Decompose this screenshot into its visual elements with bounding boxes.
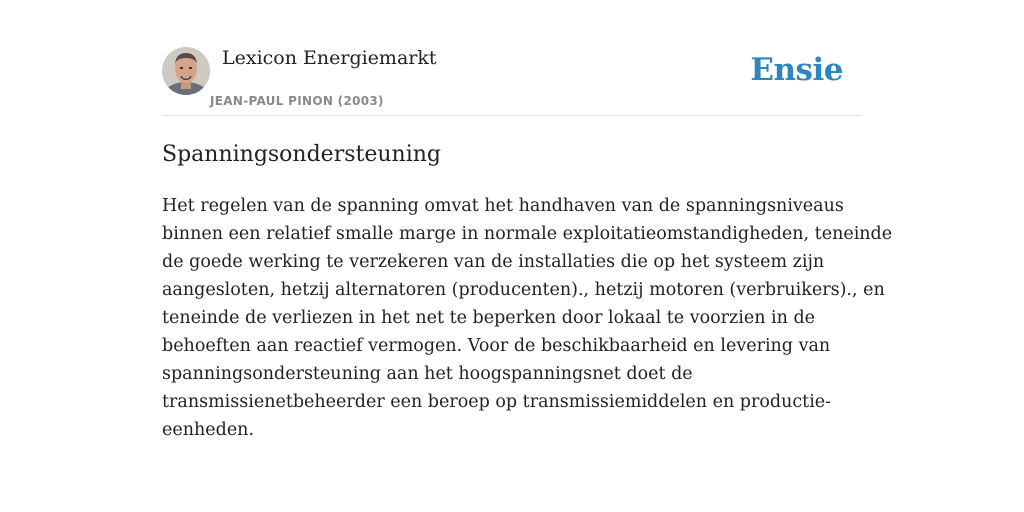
author-portrait-icon	[162, 47, 210, 95]
body-line: behoeften aan reactief vermogen. Voor de beschikbaarheid en levering van	[162, 336, 831, 356]
body-line: aangesloten, hetzij alternatoren (producenten)., hetzij motoren (verbruikers)., en	[162, 280, 885, 300]
body-line: de goede werking te verzekeren van de installaties die op het systeem zijn	[162, 252, 825, 272]
body-line: teneinde de verliezen in het net te beperken door lokaal te voorzien in de	[162, 308, 816, 328]
entry-card	[162, 0, 893, 512]
ensie-logo[interactable]: Ensie	[750, 52, 843, 88]
body-line: spanningsondersteuning aan het hoogspanningsnet doet de	[162, 364, 693, 384]
author-avatar[interactable]	[162, 47, 210, 95]
body-line: binnen een relatief smalle marge in normale exploitatieomstandigheden, teneinde	[162, 224, 893, 244]
body-line: transmissienetbeheerder een beroep op transmissiemiddelen en productie-	[162, 392, 832, 412]
body-line: eenheden.	[162, 420, 255, 440]
entry-title: Spanningsondersteuning	[162, 142, 441, 167]
entry-header	[162, 0, 862, 116]
book-title[interactable]: Lexicon Energiemarkt	[222, 47, 437, 69]
entry-body	[162, 192, 893, 444]
body-line: Het regelen van de spanning omvat het handhaven van de spanningsniveaus	[162, 196, 844, 216]
author-credit[interactable]: JEAN-PAUL PINON (2003)	[210, 94, 384, 108]
